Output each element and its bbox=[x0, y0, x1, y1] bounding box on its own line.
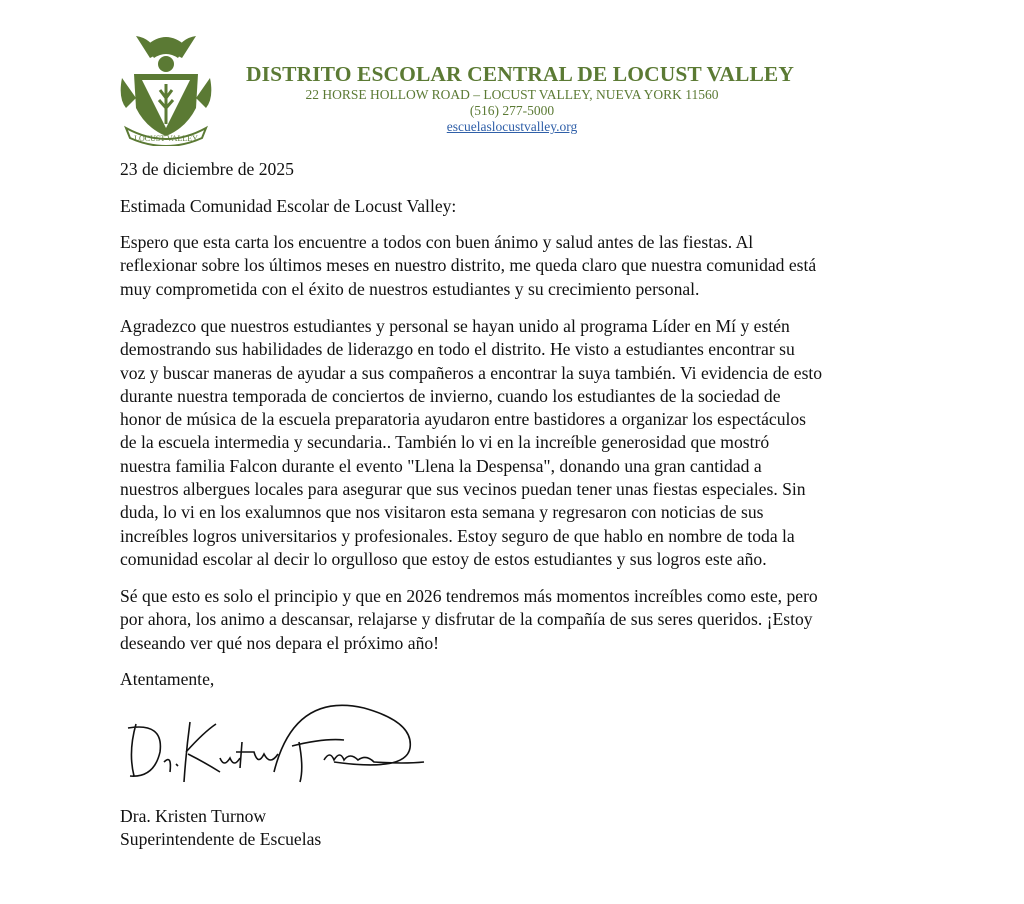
text-line: de la escuela intermedia y secundaria.. También lo vi en la increíble generosidad que mostró bbox=[120, 432, 770, 453]
salutation: Estimada Comunidad Escolar de Locust Valley: bbox=[120, 196, 457, 216]
text-line: demostrando sus habilidades de liderazgo en todo el distrito. He visto a estudiantes encontrar su bbox=[120, 339, 795, 360]
text-line: increíbles logros universitarios y profesionales. Estoy seguro de que hablo en nombre de toda la bbox=[120, 525, 795, 546]
district-crest-logo bbox=[116, 28, 216, 146]
district-website-link[interactable]: escuelaslocustvalley.org bbox=[446, 119, 578, 134]
signer-name: Dra. Kristen Turnow bbox=[120, 806, 267, 826]
text-line: Agradezco que nuestros estudiantes y personal se hayan unido al programa Líder en Mí y estén bbox=[120, 316, 790, 336]
text-line: comunidad escolar al decir lo orgulloso que estoy de estos estudiantes y sus logros este año. bbox=[120, 548, 767, 569]
letter-date: 23 de diciembre de 2025 bbox=[120, 159, 294, 179]
text-line: honor de música de la escuela preparatoria ayudaron entre bastidores a organizar los espectáculos bbox=[120, 409, 807, 430]
letterhead bbox=[246, 62, 794, 135]
text-line: reflexionar sobre los últimos meses en nuestro distrito, me queda claro que nuestra comunidad está bbox=[120, 255, 817, 276]
paragraph-3 bbox=[120, 585, 818, 655]
signer-title: Superintendente de Escuelas bbox=[120, 829, 322, 849]
paragraph-1 bbox=[120, 231, 816, 301]
text-line: deseando ver qué nos depara el próximo año! bbox=[120, 632, 440, 653]
text-line: muy comprometida con el éxito de nuestros estudiantes y su crecimiento personal. bbox=[120, 278, 700, 299]
paragraph-2 bbox=[120, 315, 822, 571]
text-line: voz y buscar maneras de ayudar a sus compañeros a encontrar la suya también. Vi evidencia de esto bbox=[120, 362, 823, 383]
text-line: Espero que esta carta los encuentre a todos con buen ánimo y salud antes de las fiestas. Al bbox=[120, 232, 754, 252]
district-phone: (516) 277-5000 bbox=[469, 103, 555, 118]
district-address: 22 HORSE HOLLOW ROAD – LOCUST VALLEY, NUEVA YORK 11560 bbox=[305, 87, 719, 102]
text-line: durante nuestra temporada de conciertos de invierno, cuando los estudiantes de la sociedad de bbox=[120, 385, 781, 406]
text-line: Sé que esto es solo el principio y que en 2026 tendremos más momentos increíbles como este, pero bbox=[120, 586, 818, 606]
district-name: DISTRITO ESCOLAR CENTRAL DE LOCUST VALLEY bbox=[246, 62, 794, 86]
text-line: nuestros albergues locales para asegurar que sus vecinos puedan tener unas fiestas especiales. Sin bbox=[120, 479, 806, 500]
text-line: nuestra familia Falcon durante el evento "Llena la Despensa", donando una gran cantidad a bbox=[120, 455, 762, 476]
text-line: duda, lo vi en los exalumnos que nos visitaron esta semana y regresaron con noticias de sus bbox=[120, 502, 764, 523]
closing: Atentamente, bbox=[120, 669, 215, 689]
svg-text:LOCUST VALLEY: LOCUST VALLEY bbox=[134, 134, 198, 143]
handwritten-signature bbox=[124, 702, 434, 788]
text-line: por ahora, los animo a descansar, relajarse y disfrutar de la compañía de sus seres queridos. ¡Estoy bbox=[120, 609, 813, 630]
